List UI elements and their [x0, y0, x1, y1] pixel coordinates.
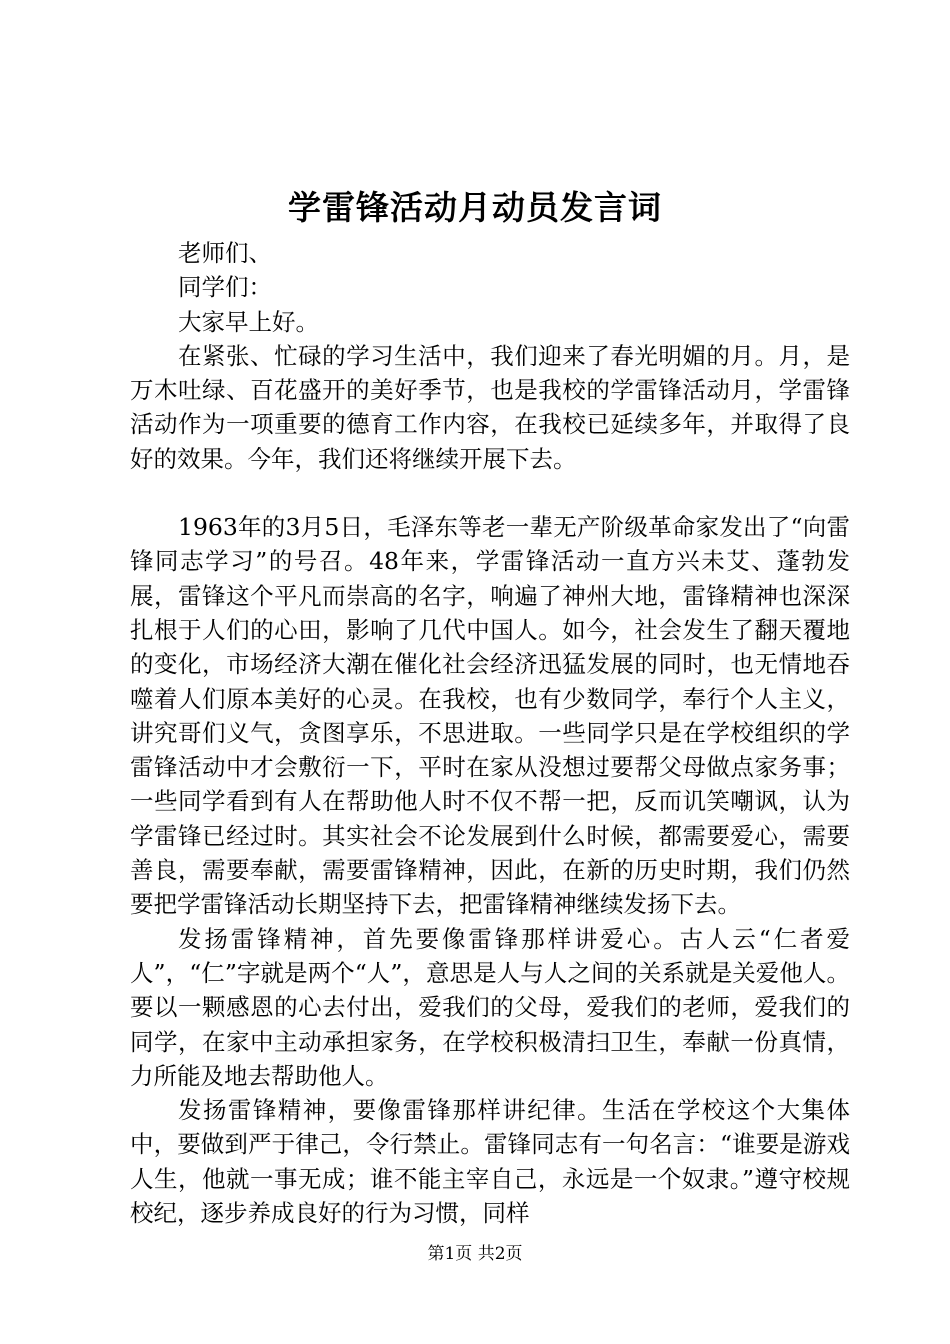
- paragraph-intro: 在紧张、忙碌的学习生活中，我们迎来了春光明媚的月。月，是万木吐绿、百花盛开的美好季节，也是我校的学雷锋活动月，学雷锋活动作为一项重要的德育工作内容，在我校已延续多年，并取得了良好的效果。今年，我们还将继续开展下去。: [130, 341, 850, 473]
- greeting-morning: 大家早上好。: [178, 307, 319, 336]
- page-footer: 第1页 共2页: [427, 1244, 523, 1264]
- paragraph-history: 1963年的3月5日，毛泽东等老一辈无产阶级革命家发出了“向雷锋同志学习”的号召。48年来，学雷锋活动一直方兴未艾、蓬勃发展，雷锋这个平凡而崇高的名字，响遍了神州大地，雷锋精神也深深扎根于人们的心田，影响了几代中国人。如今，社会发生了翻天覆地的变化，市场经济大潮在催化社会经济迅猛发展的同时，也无情地吞噬着人们原本美好的心灵。在我校，也有少数同学，奉行个人主义，讲究哥们义气，贪图享乐，不思进取。一些同学只是在学校组织的学雷锋活动中才会敷衍一下，平时在家从没想过要帮父母做点家务事；一些同学看到有人在帮助他人时不仅不帮一把，反而讥笑嘲讽，认为学雷锋已经过时。其实社会不论发展到什么时候，都需要爱心，需要善良，需要奉献，需要雷锋精神，因此，在新的历史时期，我们仍然要把学雷锋活动长期坚持下去，把雷锋精神继续发扬下去。: [130, 513, 850, 919]
- document-title: 学雷锋活动月动员发言词: [288, 188, 662, 227]
- paragraph-discipline: 发扬雷锋精神，要像雷锋那样讲纪律。生活在学校这个大集体中，要做到严于律己，令行禁止。雷锋同志有一句名言：“谁要是游戏人生，他就一事无成；谁不能主宰自己，永远是一个奴隶。”遵守校规校纪，逐步养成良好的行为习惯，同样: [130, 1096, 850, 1228]
- greeting-teachers: 老师们、: [178, 239, 272, 267]
- greeting-students: 同学们：: [178, 273, 272, 302]
- paragraph-love: 发扬雷锋精神，首先要像雷锋那样讲爱心。古人云“仁者爱人”，“仁”字就是两个“人”，意思是人与人之间的关系就是关爱他人。要以一颗感恩的心去付出，爱我们的父母，爱我们的老师，爱我们的同学，在家中主动承担家务，在学校积极清扫卫生，奉献一份真情，力所能及地去帮助他人。: [130, 924, 850, 1090]
- document-body: [130, 236, 850, 1230]
- paragraph-spacer: [130, 476, 850, 510]
